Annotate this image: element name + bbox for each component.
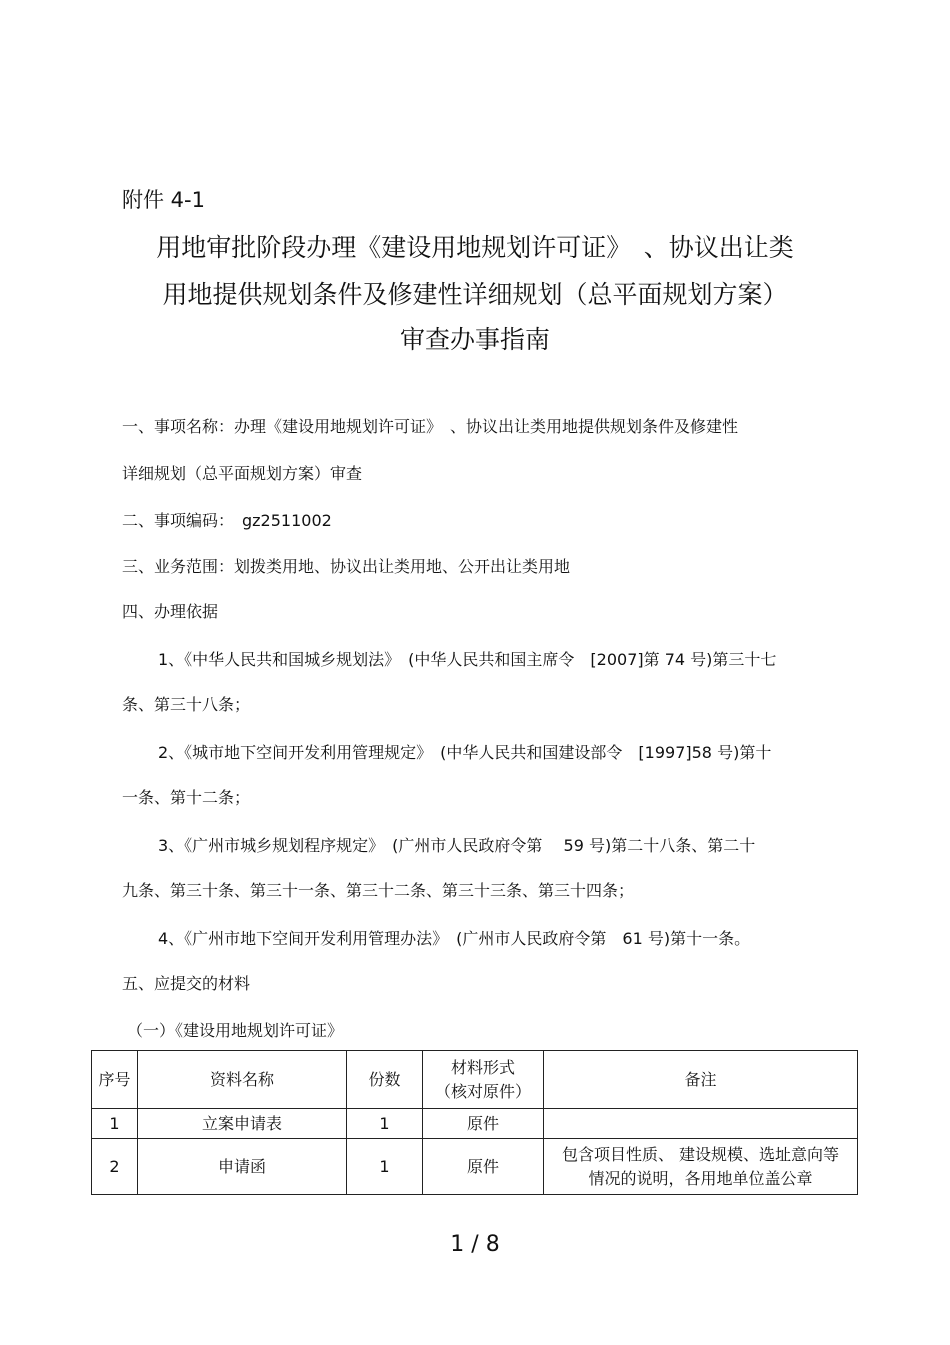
materials-heading: 五、应提交的材料: [122, 974, 251, 993]
document-title-line-2: 用地提供规划条件及修建性详细规划（总平面规划方案）: [162, 280, 788, 309]
row-seq: 1: [92, 1109, 138, 1139]
basis-item-4: 4、《广州市地下空间开发利用管理办法》 (广州市人民政府令第 61 号)第十一条。: [158, 929, 751, 948]
document-title-line-1: 用地审批阶段办理《建设用地规划许可证》 、协议出让类: [156, 233, 794, 262]
basis-item-1-line-2: 条、第三十八条；: [122, 695, 251, 714]
basis-item-1-line-1: 1、《中华人民共和国城乡规划法》 (中华人民共和国主席令 [2007]第 74 号)第三十七: [158, 650, 777, 669]
basis-item-3-line-2: 九条、第三十条、第三十一条、第三十二条、第三十三条、第三十四条；: [122, 881, 635, 900]
table-row: [92, 1109, 858, 1139]
table-row: [92, 1139, 858, 1195]
row-name: 立案申请表: [138, 1109, 347, 1139]
header-form-line-2: （核对原件）: [434, 1081, 531, 1101]
row-form: 原件: [423, 1109, 544, 1139]
header-form-line-1: 材料形式: [450, 1057, 515, 1077]
business-scope: 三、业务范围：划拨类用地、协议出让类用地、公开出让类用地: [122, 557, 571, 576]
row-remark: [544, 1139, 858, 1195]
item-name-line-1: 一、事项名称：办理《建设用地规划许可证》 、协议出让类用地提供规划条件及修建性: [122, 417, 739, 436]
item-name-line-2: 详细规划（总平面规划方案）审查: [122, 464, 363, 483]
header-seq: 序号: [92, 1051, 138, 1109]
document-title-line-3: 审查办事指南: [399, 325, 550, 354]
page-number: 1 / 8: [450, 1232, 500, 1257]
header-name: 资料名称: [138, 1051, 347, 1109]
row-remark: [544, 1109, 858, 1139]
row-copies: 1: [347, 1139, 423, 1195]
row-remark-line-1: 包含项目性质、 建设规模、选址意向等: [561, 1144, 840, 1164]
basis-item-3-line-1: 3、《广州市城乡规划程序规定》 (广州市人民政府令第 59 号)第二十八条、第二十: [158, 836, 756, 855]
basis-item-2-line-1: 2、《城市地下空间开发利用管理规定》 (中华人民共和国建设部令 [1997]58 号)第十: [158, 743, 772, 762]
row-copies: 1: [347, 1109, 423, 1139]
header-form: [423, 1051, 544, 1109]
materials-table: [91, 1050, 858, 1195]
basis-heading: 四、办理依据: [122, 602, 219, 621]
row-seq: 2: [92, 1139, 138, 1195]
attachment-label: 附件 4-1: [122, 188, 205, 212]
item-code: 二、事项编码： gz2511002: [122, 511, 332, 530]
row-remark-line-2: 情况的说明，各用地单位盖公章: [588, 1168, 813, 1188]
basis-item-2-line-2: 一条、第十二条；: [122, 788, 251, 807]
row-form: 原件: [423, 1139, 544, 1195]
header-copies: 份数: [347, 1051, 423, 1109]
row-name: 申请函: [138, 1139, 347, 1195]
table-header-row: [92, 1051, 858, 1109]
materials-subheading: （一）《建设用地规划许可证》: [127, 1021, 344, 1040]
header-remark: 备注: [544, 1051, 858, 1109]
